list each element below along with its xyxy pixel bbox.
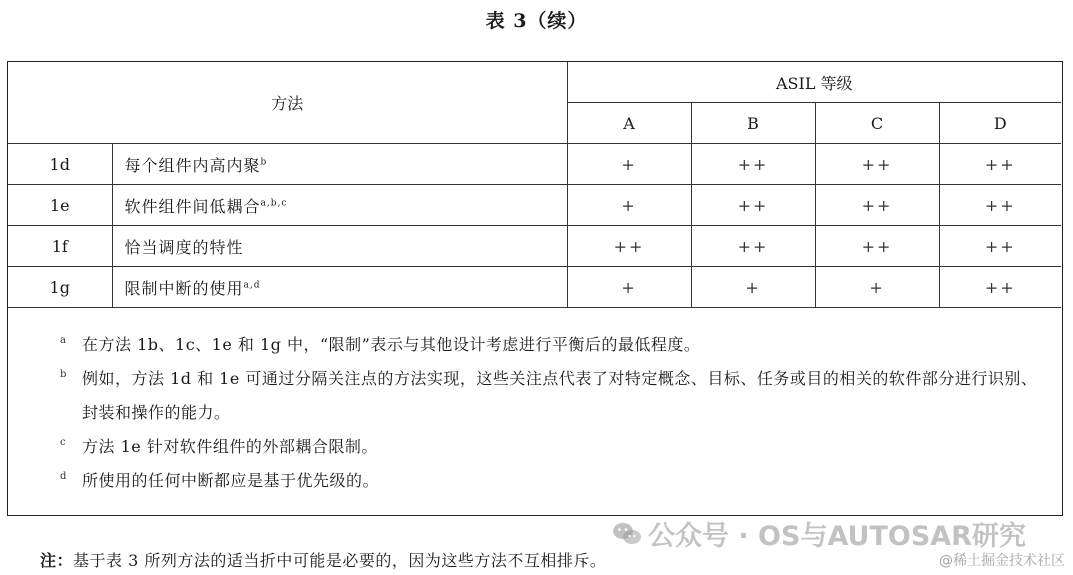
asil-level-d: D	[939, 103, 1061, 144]
watermark	[612, 514, 1026, 553]
rating-a: +	[567, 185, 691, 226]
footnote-ref: b	[260, 157, 268, 168]
footnote-ref: a,b,c	[260, 198, 288, 209]
footnote-mark: c	[60, 437, 67, 448]
table-caption: 表 3（续）	[485, 10, 588, 32]
rating-b: ++	[691, 144, 815, 185]
method-id: 1e	[8, 185, 112, 226]
note-text: 基于表 3 所列方法的适当折中可能是必要的，因为这些方法不互相排斥。	[73, 551, 607, 570]
footnote	[8, 430, 1061, 464]
method-name-text: 软件组件间低耦合	[124, 196, 261, 216]
table-row	[8, 144, 1061, 185]
footnote-text: 在方法 1b、1c、1e 和 1g 中，“限制”表示与其他设计考虑进行平衡后的最低程度。	[82, 335, 701, 354]
rating-c: +	[815, 267, 939, 308]
method-name-text: 限制中断的使用	[124, 278, 244, 298]
rating-b: ++	[691, 226, 815, 267]
asil-level-b: B	[691, 103, 815, 144]
footnote-mark: d	[60, 471, 67, 482]
rating-d: ++	[939, 144, 1061, 185]
footnote	[8, 464, 1061, 498]
method-header: 方法	[8, 62, 567, 144]
rating-a: ++	[567, 226, 691, 267]
asil-level-a: A	[567, 103, 691, 144]
footnotes	[8, 314, 1061, 498]
method-name-text: 恰当调度的特性	[124, 237, 244, 257]
method-name	[112, 267, 567, 308]
rating-c: ++	[815, 185, 939, 226]
table-row	[8, 267, 1061, 308]
rating-a: +	[567, 267, 691, 308]
wechat-icon	[612, 521, 642, 547]
table-row	[8, 185, 1061, 226]
rating-b: ++	[691, 185, 815, 226]
footnote-text: 方法 1e 针对软件组件的外部耦合限制。	[82, 437, 378, 456]
watermark-text: 公众号 · OS与AUTOSAR研究	[648, 521, 1026, 552]
rating-c: ++	[815, 144, 939, 185]
method-name-text: 每个组件内高内聚	[124, 155, 261, 175]
method-name	[112, 185, 567, 226]
method-id: 1d	[8, 144, 112, 185]
asil-level-c: C	[815, 103, 939, 144]
method-name	[112, 144, 567, 185]
note-label: 注：	[40, 551, 74, 570]
footnote-text: 例如，方法 1d 和 1e 可通过分隔关注点的方法实现，这些关注点代表了对特定概念、目标、任务或目的相关的软件部分进行识别、封装和操作的能力。	[82, 369, 1038, 422]
methods-table	[8, 62, 1061, 308]
footnote-ref: a,d	[243, 280, 261, 291]
footnote-mark: b	[60, 369, 67, 380]
footnote-text: 所使用的任何中断都应是基于优先级的。	[82, 471, 380, 490]
asil-header: ASIL 等级	[567, 62, 1061, 103]
rating-b: +	[691, 267, 815, 308]
method-id: 1f	[8, 226, 112, 267]
methods-sheet	[7, 61, 1063, 516]
method-id: 1g	[8, 267, 112, 308]
footnote	[8, 362, 1061, 430]
method-name	[112, 226, 567, 267]
rating-a: +	[567, 144, 691, 185]
site-mark: @稀土掘金技术社区	[939, 553, 1065, 569]
table-note	[40, 548, 606, 571]
rating-d: ++	[939, 267, 1061, 308]
rating-c: ++	[815, 226, 939, 267]
rating-d: ++	[939, 226, 1061, 267]
footnote	[8, 328, 1061, 362]
rating-d: ++	[939, 185, 1061, 226]
table-row	[8, 226, 1061, 267]
footnote-mark: a	[60, 335, 67, 346]
